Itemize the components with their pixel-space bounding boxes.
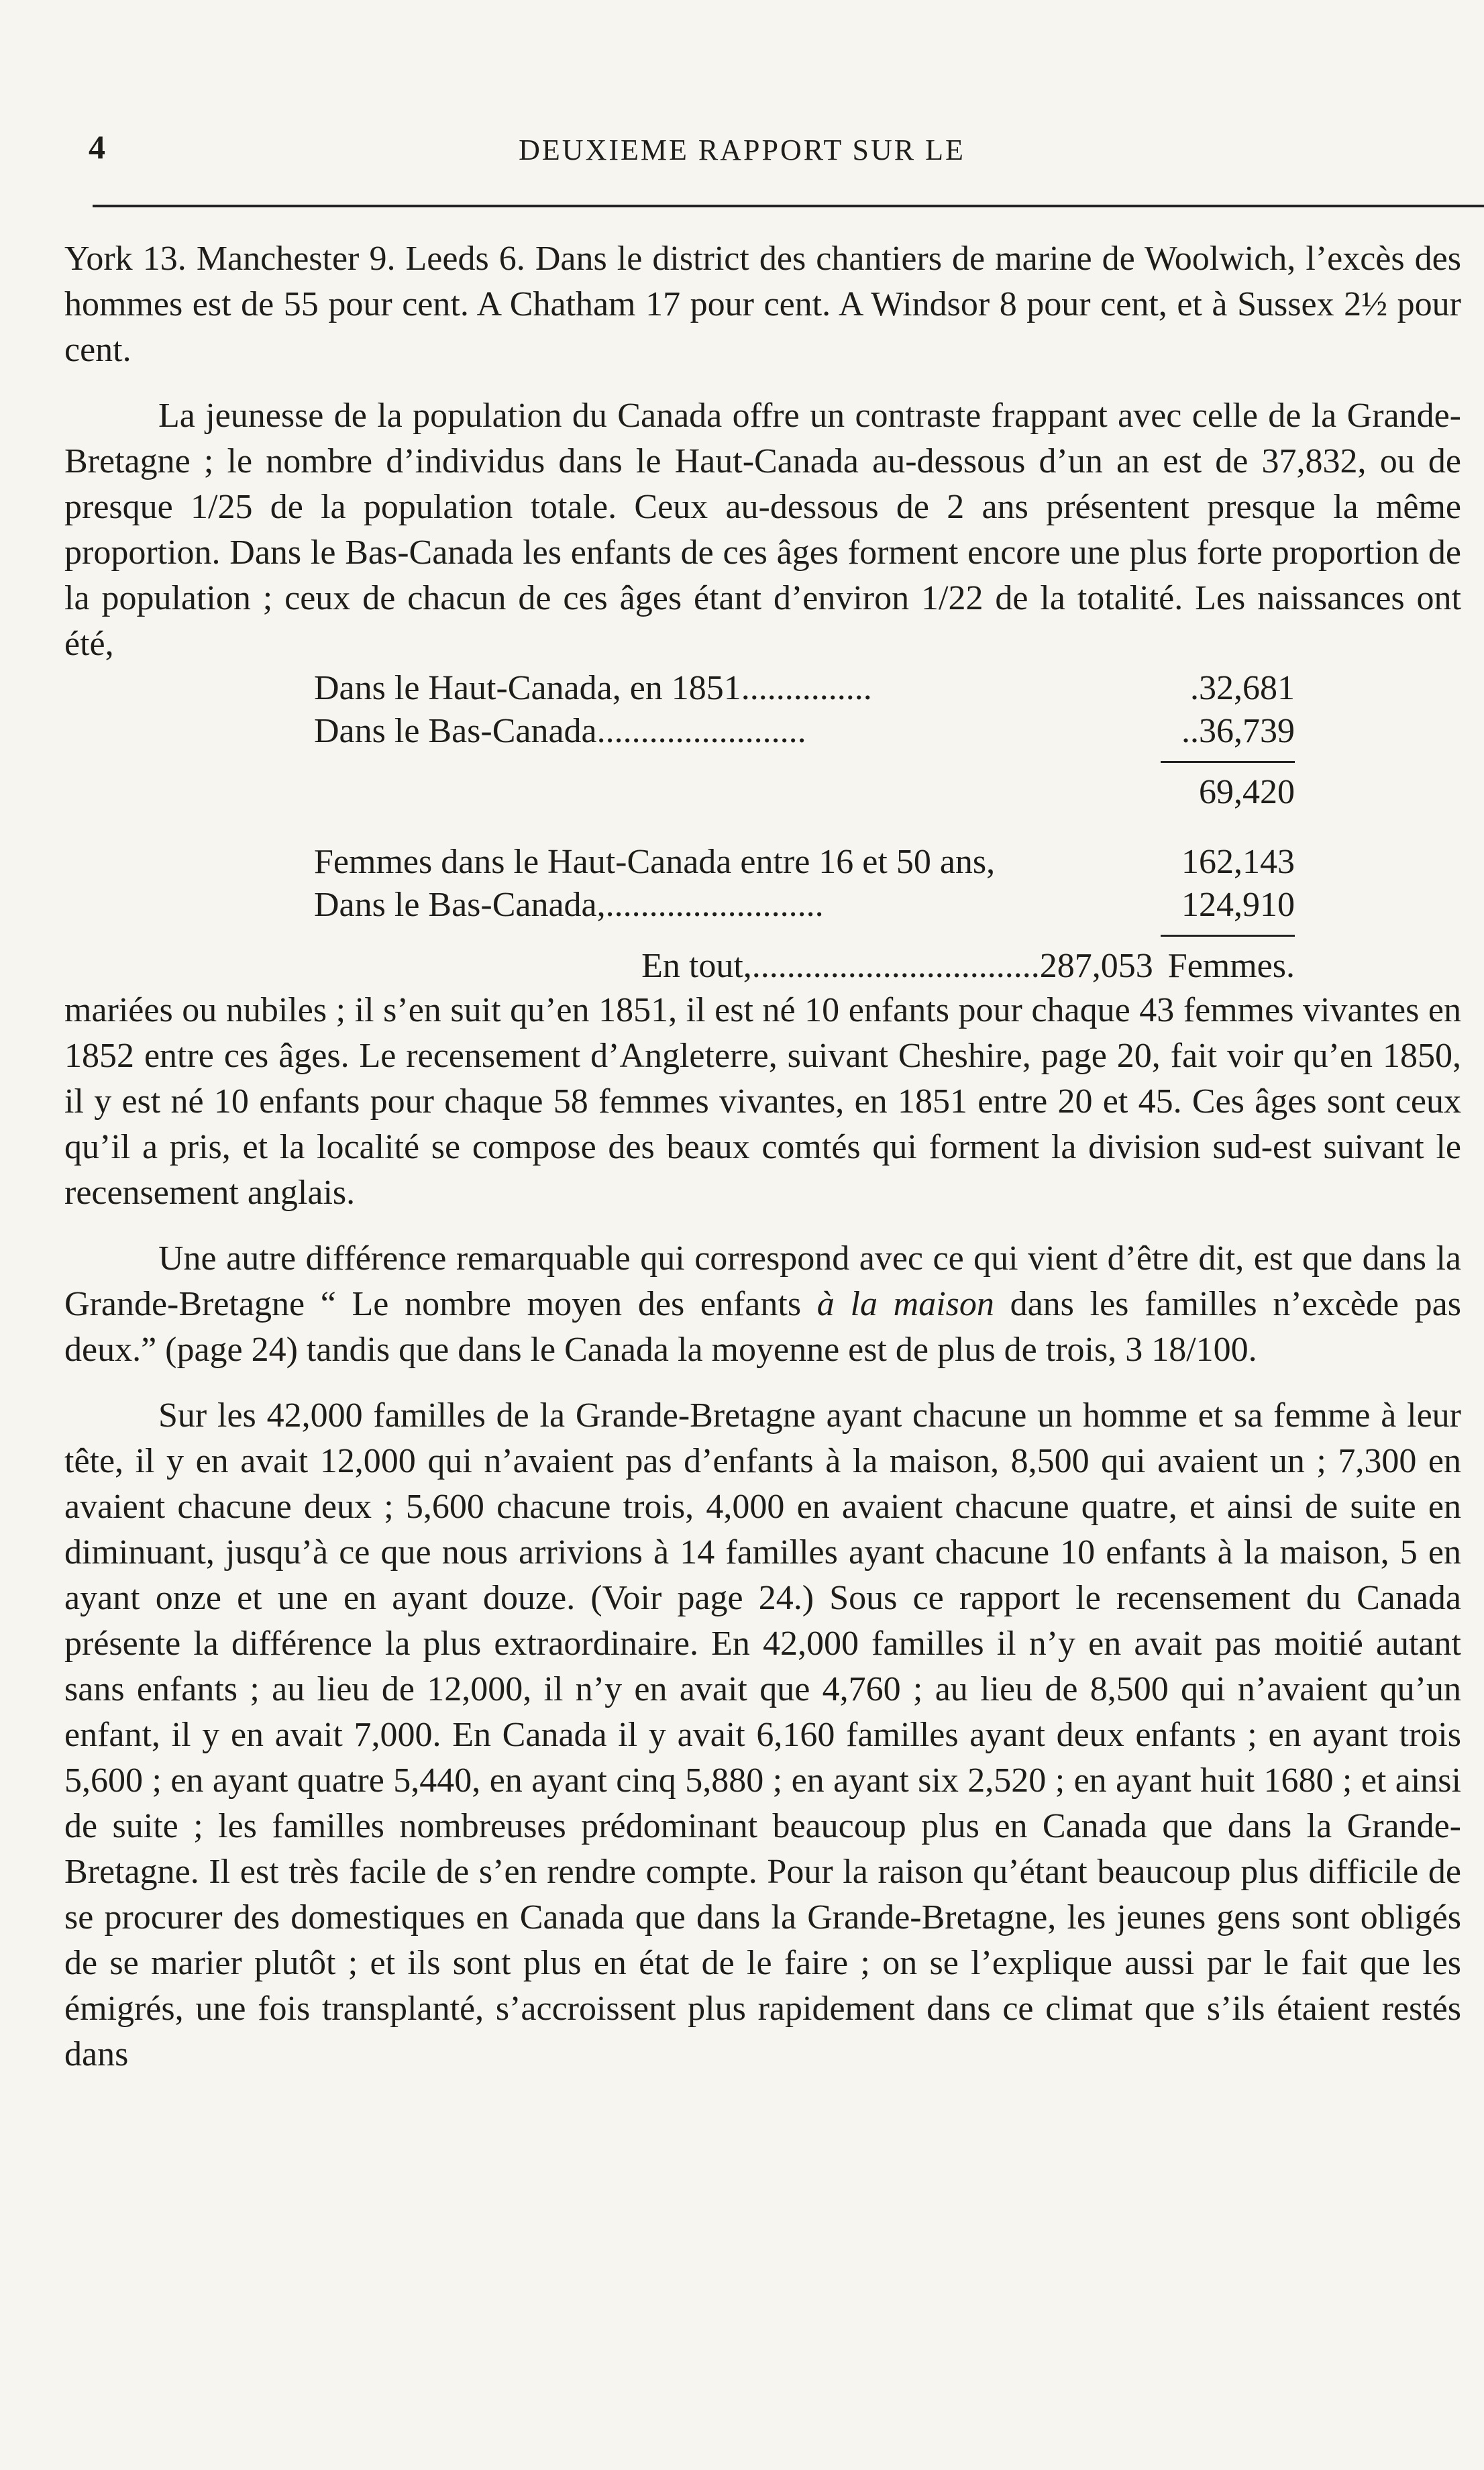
sum-rule <box>1161 761 1295 763</box>
sum-rule <box>1161 935 1295 937</box>
tally-value: 162,143 <box>1181 843 1295 881</box>
tally-subtotal-row <box>314 771 1295 814</box>
header-rule <box>93 205 1484 207</box>
tally-subtotal: 69,420 <box>1199 773 1295 811</box>
tally-value: ..36,739 <box>1181 712 1295 750</box>
tally-grand-unit: Femmes. <box>1167 947 1295 985</box>
page-number: 4 <box>89 128 105 166</box>
tally-row <box>314 667 1295 710</box>
paragraph-4-text-end: dans les familles n’excède pas deux.” (page 24) tandis que dans le Canada la moyenne est de plus de trois, 3 18/100. <box>64 1285 1461 1369</box>
page-body <box>64 236 1461 2077</box>
tally-value: 124,910 <box>1181 886 1295 924</box>
paragraph-4-text: Une autre différence remarquable qui correspond avec ce qui vient d’être dit, est que dans la Grande-Bretagne “ Le nombre moyen des enfants <box>64 1239 1461 1323</box>
paragraph-3: mariées ou nubiles ; il s’en suit qu’en 1851, il est né 10 enfants pour chaque 43 femmes vivantes en 1852 entre ces âges. Le recensement d’Angleterre, suivant Cheshire, page 20, fait voir qu’en 1850, il y est né 10 enfants pour chaque 58 femmes vivantes, en 1851 entre 20 et 45. Ces âges sont ceux qu’il a pris, et la localité se compose des beaux comtés qui forment la division sud-est suivant le recensement anglais. <box>64 991 1461 1212</box>
running-title: DEUXIEME RAPPORT SUR LE <box>519 134 965 166</box>
tally-value: .32,681 <box>1190 669 1295 707</box>
tally-row <box>314 884 1295 927</box>
tally-label: Femmes dans le Haut-Canada entre 16 et 50 ans, <box>314 843 996 881</box>
paragraph-2: La jeunesse de la population du Canada offre un contraste frappant avec celle de la Grande-Bretagne ; le nombre d’individus dans le Haut-Canada au-dessous d’un an est de 37,832, ou de presque 1/25 de la population totale. Ceux au-dessous de 2 ans présentent presque la même proportion. Dans le Bas-Canada les enfants de ces âges forment encore une plus forte proportion de la population ; ceux de chacun de ces âges étant d’environ 1/22 de la totalité. Les naissances ont été, <box>64 397 1461 663</box>
births-tally <box>314 667 1295 988</box>
tally-grand-value: 287,053 <box>1039 947 1153 985</box>
tally-row <box>314 841 1295 884</box>
tally-grand-label: En tout,................................. <box>641 947 1040 985</box>
paragraph-4 <box>64 1236 1461 1373</box>
tally-grand-row <box>314 945 1295 988</box>
paragraph-4-emphasis: à la maison <box>816 1285 994 1323</box>
tally-label: Dans le Bas-Canada,......................... <box>314 886 824 924</box>
paragraph-5: Sur les 42,000 familles de la Grande-Bretagne ayant chacune un homme et sa femme à leur tête, il y en avait 12,000 qui n’avaient pas d’enfants à la maison, 8,500 qui avaient un ; 7,300 en avaient chacune deux ; 5,600 chacune trois, 4,000 en avaient chacune quatre, et ainsi de suite en diminuant, jusqu’à ce que nous arrivions à 14 familles ayant chacune 10 enfants à la maison, 5 en ayant onze et une en ayant douze. (Voir page 24.) Sous ce rapport le recensement du Canada présente la différence la plus extraordinaire. En 42,000 familles il n’y en avait pas moitié autant sans enfants ; au lieu de 12,000, il n’y en avait que 4,760 ; au lieu de 8,500 qui n’avaient qu’un enfant, il y en avait 7,000. En Canada il y avait 6,160 familles ayant deux enfants ; en ayant trois 5,600 ; en ayant quatre 5,440, en ayant cinq 5,880 ; en ayant six 2,520 ; en ayant huit 1680 ; et ainsi de suite ; les familles nombreuses prédominant beaucoup plus en Canada que dans la Grande-Bretagne. Il est très facile de s’en rendre compte. Pour la raison qu’étant beaucoup plus difficile de se procurer des domestiques en Canada que dans la Grande-Bretagne, les jeunes gens sont obligés de se marier plutôt ; et ils sont plus en état de le faire ; on se l’explique aussi par le fait que les émigrés, une fois transplanté, s’accroissent plus rapidement dans ce climat que s’ils étaient restés dans <box>64 1396 1461 2073</box>
tally-label: Dans le Haut-Canada, en 1851............... <box>314 669 872 707</box>
paragraph-1: York 13. Manchester 9. Leeds 6. Dans le district des chantiers de marine de Woolwich, l’excès des hommes est de 55 pour cent. A Chatham 17 pour cent. A Windsor 8 pour cent, et à Sussex 2½ pour cent. <box>64 240 1461 369</box>
tally-row <box>314 710 1295 753</box>
tally-label: Dans le Bas-Canada........................ <box>314 712 806 750</box>
